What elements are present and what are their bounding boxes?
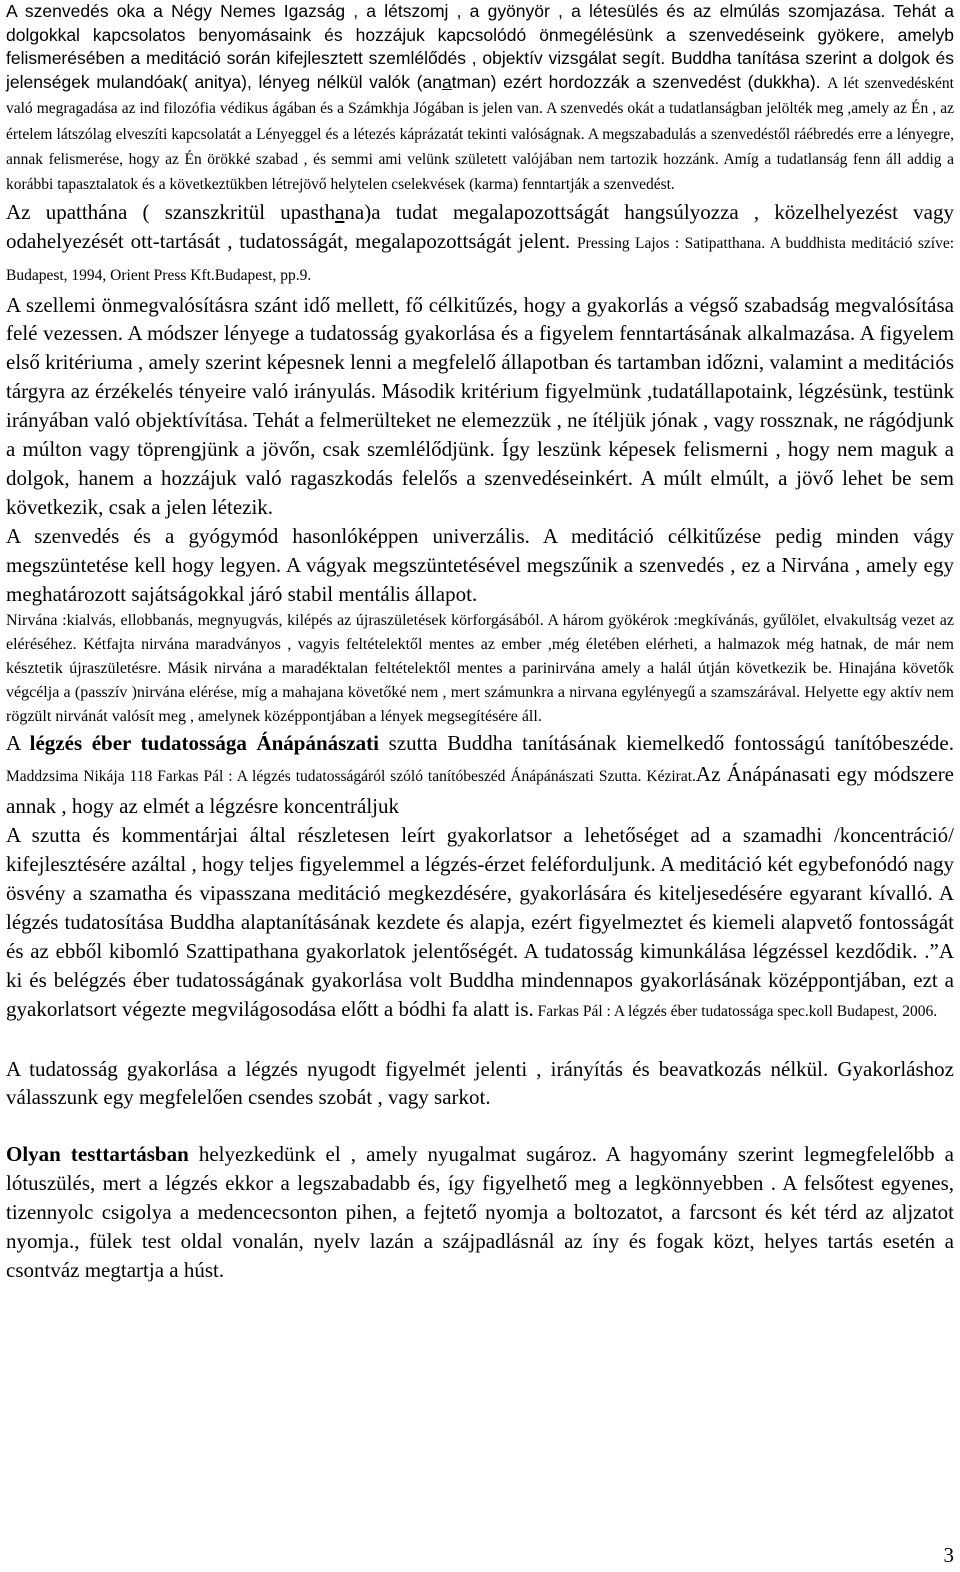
paragraph-nirvana: Nirvána :kialvás, ellobbanás, megnyugvás, kilépés az újraszületések körforgásából. A három gyökérok :megkívánás, gyűlölet, elvakultság vezet az eléréséhez. Kétfajta nirvána maradványos , vagyis feltételektől mentes az ember ,még életében elérheti, a halmazok még hatnak, de már nem késztetik újraszületésre. Másik nirvána a maradéktalan feltételektől mentes a parinirvána amely a halál útján következik be. Hinajána követők végcélja a (passzív )nirvána elérése, míg a mahajana követőké nem , mert számunkra a nirvana egylényegű a szamszárával. Helyette egy aktív nem rögzült nirvánát valósít meg , amelynek középpontjában a lények megsegítésére áll. [6, 611, 954, 725]
text-run: tman) ezért hordozzák a szenvedést (dukkha). [451, 71, 821, 92]
text-run: Az upatthána ( szanszkritül upasth [6, 199, 336, 224]
text-run: na)a tudat megalapozottságát hangsúlyozza , közelhelyezést vagy odahelyezését ott-tartását , tudatosságát, megalapozottságát jelent. [6, 199, 954, 253]
paragraph-gap [6, 1027, 954, 1055]
text-run: A [6, 730, 30, 755]
text-run-small: A lét szenvedésként való megragadása az ind filozófia védikus ágában és a Számkhja Jógában is jelen van. A szenvedés okát a tudatlanságban jelölték meg ,amely az Én , az értelem látszólag elveszíti kapcsolatát a Lényeggel és a létezés káprázatát tekinti valóságnak. A megszabadulás a szenvedéstől ráébredés erre a lényegre, annak felismerése, hogy az Én örökké szabad , és semmi ami velünk született valójában nem tartozik hozzánk. Amíg a tudatlanság fenn áll addig a korábbi tapasztalatok és a következtükben létrejövő helytelen cselekvések (karma) fenntartják a szenvedést. [6, 74, 954, 194]
paragraph-upatthana [6, 198, 954, 291]
paragraph-practice-room: A tudatosság gyakorlása a légzés nyugodt figyelmét jelenti , irányítás és beavatkozás nélkül. Gyakorláshoz válasszunk egy megfelelően csendes szobát , vagy sarkot. [6, 1056, 954, 1110]
document-page [6, 0, 954, 1572]
paragraph-suffering-cause [6, 0, 954, 198]
paragraph-self-realization: A szellemi önmegvalósításra szánt idő mellett, fő célkitűzés, hogy a gyakorlás a végső szabadság megvalósítása felé vezessen. A módszer lényege a tudatosság gyakorlása és a figyelem fenntartásának alkalmazása. A figyelem első kritériuma , amely szerint képesnek lenni a megfelelő állapotban és tartamban időzni, valamint a meditációs tárgyra az érzékelés tényeire való irányulás. Második kritérium figyelmünk ,tudatállapotaink, légzésünk, testünk irányában való objektívítása. Tehát a felmerülteket ne elemezzük , ne ítéljük jónak , vagy rossznak, ne rágódjunk a múlton vagy töprengjünk a jövőn, csak szemlélődjünk. Így leszünk képesek felismerni , hogy nem maguk a dolgok, hanem a hozzájuk való ragaszkodás felelős a szenvedéseinkért. A múlt elmúlt, a jövő lehet be sem következik, csak a jelen létezik. [6, 292, 954, 519]
text-run: szutta Buddha tanításának kiemelkedő fontosságú tanítóbeszéde. [378, 730, 954, 755]
paragraph-sutta-practice [6, 821, 954, 1026]
paragraph-gap [6, 1112, 954, 1140]
text-run: Az Ánápánasati egy módszere annak , hogy az elmét a légzésre koncentráljuk [6, 762, 955, 819]
page-number: 3 [943, 1543, 954, 1567]
citation: Pressing Lajos : Satipatthana. A buddhista meditáció szíve: Budapest, 1994, Orient Press Kft.Budapest, pp.9. [6, 234, 955, 284]
paragraph-breathing-awareness [6, 729, 954, 822]
underlined-letter: a [441, 71, 452, 92]
bold-text: légzés éber tudatossága Ánápánászati [29, 730, 379, 755]
paragraph-remedy: A szenvedés és a gyógymód hasonlóképpen univerzális. A meditáció célkitűzése pedig minden vágy megszüntetése kell hogy legyen. A vágyak megszüntetésével megszűnik a szenvedés , ez a Nirvána , amely egy meghatározott sajátságokkal járó stabil mentális állapot. [6, 523, 954, 606]
paragraph-posture [6, 1140, 954, 1285]
underlined-letter: a [335, 199, 345, 224]
text-run: A szenvedés oka a Négy Nemes Igazság , a létszomj , a gyönyör , a létesülés és az elmúlás szomjazása. Tehát a dolgokkal kapcsolatos benyomásaink és hozzájuk kapcsolódó önmegélésünk a szenvedéseink gyökere, amelyb felismerésében a meditáció során kifejlesztett szemlélődés , objektív vizsgálat segít. Buddha tanítása szerint a dolgok és jelenségek mulandóak( anitya), lényeg nélkül valók (an [6, 1, 954, 92]
bold-text: Olyan testtartásban [6, 1142, 189, 1167]
citation: Farkas Pál : A légzés éber tudatossága spec.koll Budapest, 2006. [533, 1002, 938, 1020]
text-run: helyezkedünk el , amely nyugalmat sugároz. A hagyomány szerint legmegfelelőbb a lótuszülés, mert a légzés ekkor a legszabadabb és, így figyelhető meg a legkönnyebben . A felsőtest egyenes, tizennyolc csigolya a medencecsonton pihen, a fejtető nyomja a boltozatot, a farcsont és két térd az aljzatot nyomja., fülek test oldal vonalán, nyelv lazán a szájpadlásnál az íny és fogak közt, helyes tartás esetén a csontváz megtartja a húst. [6, 1142, 954, 1282]
text-run: A szutta és kommentárjai által részletesen leírt gyakorlatsor a lehetőséget ad a szamadhi /koncentráció/ kifejlesztésére azáltal , hogy teljes figyelemmel a légzés-érzet feléforduljunk. A meditáció két egybefonódó nagy ösvény a szamatha és vipasszana meditáció megkezdésére, gyakorlására és kiteljesedésére egyarant kívalló. A légzés tudatosítása Buddha alaptanításának kezdete és alapja, ezért figyelmeztet és kiemeli alapvető fontosságát és az ebből kibomló Szattipathana gyakorlatok jelentőségét. A tudatosság kimunkálása légzéssel kezdődik. .”A ki és belégzés éber tudatosságának gyakorlása volt Buddha mindennapos gyakorlásának középpontjában, ezt a gyakorlatsort végezte megvilágosodása előtt a bódhi fa alatt is. [6, 823, 954, 1021]
citation: Maddzsima Nikája 118 Farkas Pál : A légzés tudatosságáról szóló tanítóbeszéd Ánápánászati Szutta. Kézirat. [6, 768, 696, 786]
